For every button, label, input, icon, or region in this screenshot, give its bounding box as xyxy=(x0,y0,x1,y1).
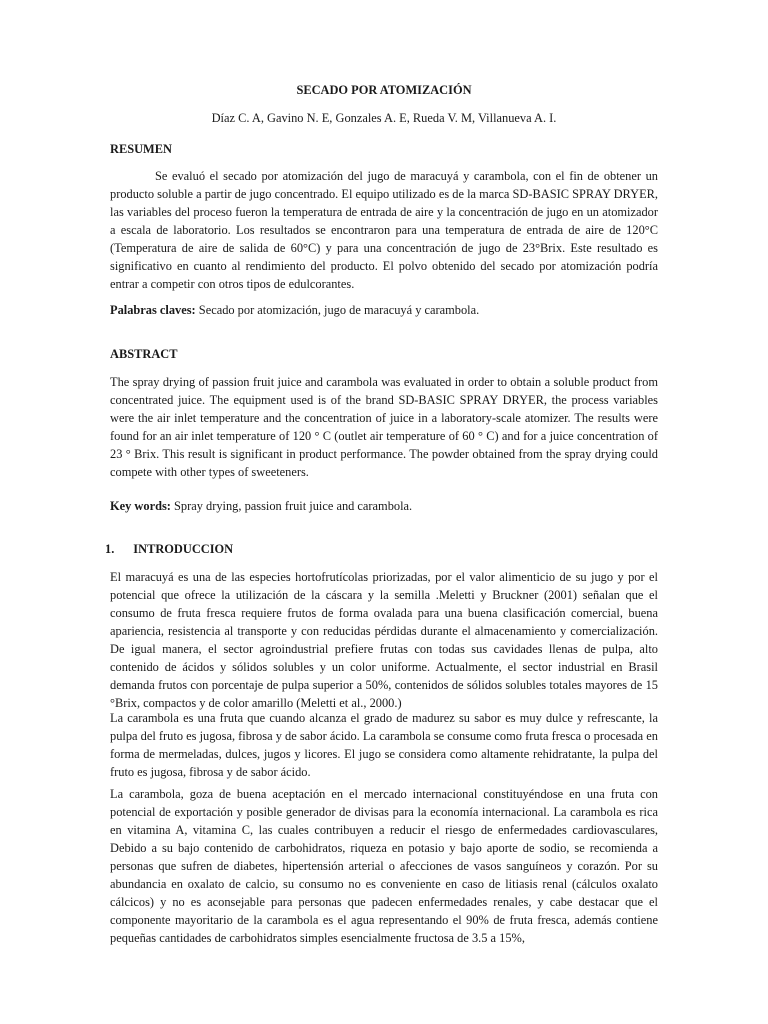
author-list: Díaz C. A, Gavino N. E, Gonzales A. E, Rueda V. M, Villanueva A. I. xyxy=(211,111,557,125)
page-title: SECADO POR ATOMIZACIÓN xyxy=(296,83,472,97)
introduccion-paragraph: El maracuyá es una de las especies hortofrutícolas priorizadas, por el valor alimenticio de su jugo y por el potencial que ofrece la utilización de la cáscara y la semilla .Meletti y Bruckner (2001) señalan que el consumo de fruta fresca requiere frutos de forma ovalada para una buena clasificación comercial, buena apariencia, resistencia al transporte y con reducidas pérdidas durante el almacenamiento y comercialización. De igual manera, el sector agroindustrial prefiere frutas con todas sus cavidades llenas de pulpa, alto contenido de ácidos y sólidos solubles y un color uniforme. Actualmente, el sector industrial en Brasil demanda frutos con porcentaje de pulpa superior a 50%, contenidos de sólidos solubles totales mayores de 15 °Brix, compactos y de color amarillo (Meletti et al., 2000.) xyxy=(110,570,658,710)
abstract-keywords-label: Key words: xyxy=(110,499,171,513)
resumen-keywords-text: Secado por atomización, jugo de maracuyá y carambola. xyxy=(195,303,480,317)
introduccion-paragraph: La carambola, goza de buena aceptación en el mercado internacional constituyéndose en una fruta con potencial de exportación y posible generador de divisas para la economía internacional. La carambola es rica en vitamina A, vitamina C, las cuales contribuyen a reducir el riesgo de enfermedades cardiovasculares, Debido a su bajo contenido de carbohidratos, riqueza en potasio y bajo aporte de sodio, se recomienda a personas que sufren de diabetes, hipertensión arterial o afecciones de vasos sanguíneos y corazón. Por su abundancia en oxalato de calcio, su consumo no es conveniente en caso de litiasis renal (cálculos oxalato cálcicos) y no es aconsejable para personas que padecen enfermedades renales, y cabe destacar que el componente mayoritario de la carambola es el agua representando el 90% de fruta fresca, además contiene pequeñas cantidades de carbohidratos simples esencialmente fructosa de 3.5 a 15%, xyxy=(110,787,658,945)
resumen-keywords-label: Palabras claves: xyxy=(110,303,196,317)
section-title: INTRODUCCION xyxy=(133,542,234,556)
resumen-heading: RESUMEN xyxy=(110,142,172,156)
section-number: 1. xyxy=(105,542,115,556)
resumen-body: Se evaluó el secado por atomización del jugo de maracuyá y carambola, con el fin de obtener un producto soluble a partir de jugo concentrado. El equipo utilizado es de la marca SD-BASIC SPRAY DRYER, las variables del proceso fueron la temperatura de entrada de aire y la concentración de jugo en un atomizador a escala de laboratorio. Los resultados se encontraron para una temperatura de entrada de aire de 120°C (Temperatura de aire de salida de 60°C) y para una concentración de jugo de 23°Brix. Este resultado es significativo en cuanto al rendimiento del producto. El polvo obtenido del secado por atomización podría entrar a competir con otros tipos de edulcorantes. xyxy=(110,169,658,291)
abstract-keywords-text: Spray drying, passion fruit juice and carambola. xyxy=(170,499,413,513)
introduccion-paragraph: La carambola es una fruta que cuando alcanza el grado de madurez su sabor es muy dulce y refrescante, la pulpa del fruto es jugosa, fibrosa y de sabor ácido. La carambola se consume como fruta fresca o procesada en forma de mermeladas, dulces, jugos y licores. El jugo se considera como altamente rehidratante, la pulpa del fruto es jugosa, fibrosa y de sabor ácido. xyxy=(110,711,658,779)
abstract-keywords xyxy=(110,497,658,515)
introduccion-heading xyxy=(105,540,653,558)
abstract-heading: ABSTRACT xyxy=(110,347,178,361)
abstract-body: The spray drying of passion fruit juice and carambola was evaluated in order to obtain a soluble product from concentrated juice. The equipment used is of the brand SD-BASIC SPRAY DRYER, the process variables were the air inlet temperature and the concentration of juice in a laboratory-scale atomizer. The results were found for an air inlet temperature of 120 ° C (outlet air temperature of 60 ° C) and for a juice concentration of 23 ° Brix. This result is significant in product performance. The powder obtained from the spray drying could compete with other types of sweeteners. xyxy=(110,375,658,479)
resumen-keywords xyxy=(110,301,658,319)
